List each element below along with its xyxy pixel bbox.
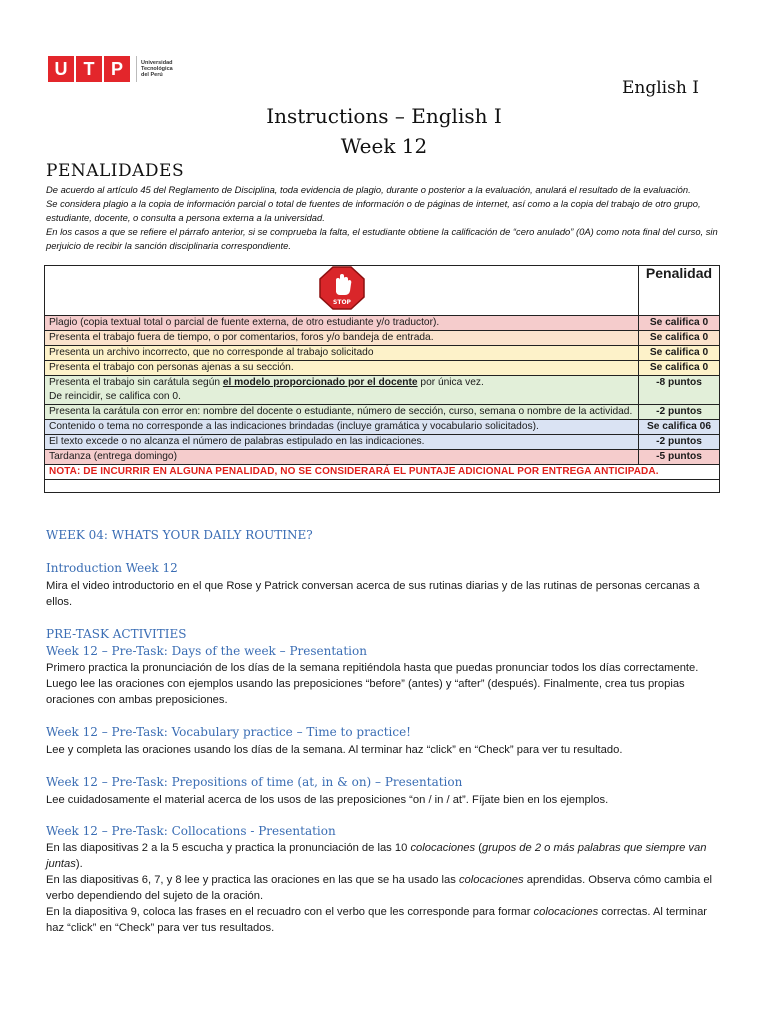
collocations-paragraph-3: En la diapositiva 9, coloca las frases en el recuadro con el verbo que les corresponde para formar colocaciones correctas. Al terminar haz “click” en “Check” para ver tus resultados.: [46, 906, 708, 934]
penalty-note: NOTA: DE INCURRIR EN ALGUNA PENALIDAD, NO SE CONSIDERARÁ EL PUNTAJE ADICIONAL POR ENTREGA ANTICIPADA.: [45, 465, 720, 480]
penalty-row: [45, 450, 720, 465]
week-title: WEEK 04: WHATS YOUR DAILY ROUTINE?: [46, 528, 313, 542]
collocations-paragraph-2: En las diapositivas 6, 7, y 8 lee y practica las oraciones en las que se ha usado las colocaciones aprendidas. Observa cómo cambia el verbo dependiendo del sujeto de la oración.: [46, 874, 713, 902]
penalty-row-text: Contenido o tema no corresponde a las indicaciones brindadas (incluye gramática y vocabulario solicitados).: [45, 420, 639, 435]
penalty-row-value: -8 puntos: [639, 376, 720, 405]
collocations-paragraph-1: En las diapositivas 2 a la 5 escucha y practica la pronunciación de las 10 colocaciones (grupos de 2 o más palabras que siempre van juntas).: [46, 842, 707, 870]
penalty-row-value: -2 puntos: [639, 405, 720, 420]
vocab-text: Lee y completa las oraciones usando los días de la semana. Al terminar haz “click” en “Check” para ver tu resultado.: [46, 744, 623, 756]
penalty-row: [45, 435, 720, 450]
collocations-title[interactable]: Week 12 – Pre-Task: Collocations - Presentation: [46, 824, 336, 838]
penalty-row: [45, 316, 720, 331]
prepositions-title[interactable]: Week 12 – Pre-Task: Prepositions of time (at, in & on) – Presentation: [46, 775, 463, 789]
penalties-paragraph-3: En los casos a que se refiere el párrafo anterior, si se comprueba la falta, el estudiante obtiene la calificación de “cero anulado” (0A) como nota final del curso, sin perjuicio de recibir la sanción disciplinaria correspondiente.: [46, 226, 718, 251]
penalty-row-text: Presenta el trabajo sin carátula según el modelo proporcionado por el docente por única vez. De reincidir, se califica con 0.: [45, 376, 639, 405]
penalty-row-text: Presenta un archivo incorrecto, que no corresponde al trabajo solicitado: [45, 346, 639, 361]
penalty-row-text: Plagio (copia textual total o parcial de fuente externa, de otro estudiante y/o traductor).: [45, 316, 639, 331]
penalties-paragraph-1: De acuerdo al artículo 45 del Reglamento de Disciplina, toda evidencia de plagio, durante o posterior a la evaluación, anulará el resultado de la evaluación.: [46, 184, 691, 195]
penalty-row-text: Tardanza (entrega domingo): [45, 450, 639, 465]
penalty-row-text: Presenta la carátula con error en: nombre del docente o estudiante, número de sección, curso, semana o nombre de la actividad.: [45, 405, 639, 420]
penalty-row-text: Presenta el trabajo con personas ajenas a su sección.: [45, 361, 639, 376]
days-title[interactable]: Week 12 – Pre-Task: Days of the week – Presentation: [46, 644, 367, 658]
penalty-column-header: Penalidad: [639, 266, 720, 316]
penalties-table: [44, 265, 720, 493]
vocab-title[interactable]: Week 12 – Pre-Task: Vocabulary practice – Time to practice!: [46, 725, 411, 739]
document-title: Instructions – English I: [266, 104, 502, 128]
penalty-row-text: El texto excede o no alcanza el número de palabras estipulado en las indicaciones.: [45, 435, 639, 450]
penalty-row-value: Se califica 0: [639, 316, 720, 331]
penalty-row: [45, 361, 720, 376]
penalty-note-row: [45, 465, 720, 480]
intro-text: Mira el video introductorio en el que Rose y Patrick conversan acerca de sus rutinas diarias y de las rutinas de personas cercanas a ellos.: [46, 580, 700, 608]
logo-university-name: Universidad Tecnológica del Perú: [141, 60, 173, 78]
penalty-row-value: Se califica 0: [639, 331, 720, 346]
utp-logo: [48, 56, 173, 82]
prepositions-text: Lee cuidadosamente el material acerca de los usos de las preposiciones “on / in / at”. Fíjate bien en los ejemplos.: [46, 794, 609, 806]
stop-sign-text: STOP: [332, 299, 351, 306]
penalty-row: [45, 405, 720, 420]
penalty-row-value: Se califica 06: [639, 420, 720, 435]
days-text: Primero practica la pronunciación de los días de la semana repitiéndola hasta que puedas pronunciar todos los días correctamente. Luego lee las oraciones con ejemplos usando las preposiciones “before” (antes) y “after” (después). Finalmente, crea tus propias oraciones con ambas preposiciones.: [46, 662, 699, 706]
logo-letter-p: P: [104, 56, 130, 82]
logo-letter-u: U: [48, 56, 74, 82]
penalty-row-text: Presenta el trabajo fuera de tiempo, o por comentarios, foros y/o bandeja de entrada.: [45, 331, 639, 346]
penalty-row-value: Se califica 0: [639, 361, 720, 376]
logo-letter-t: T: [76, 56, 102, 82]
penalty-row-value: -5 puntos: [639, 450, 720, 465]
penalty-row: [45, 331, 720, 346]
penalties-table-header: [45, 266, 720, 316]
cover-model-link[interactable]: el modelo proporcionado por el docente: [222, 377, 418, 388]
logo-divider: [136, 56, 137, 82]
penalty-row-value: Se califica 0: [639, 346, 720, 361]
penalty-row: [45, 420, 720, 435]
pretask-heading: PRE-TASK ACTIVITIES: [46, 627, 187, 641]
penalty-row: [45, 346, 720, 361]
course-label: English I: [622, 78, 699, 98]
intro-title[interactable]: Introduction Week 12: [46, 561, 178, 575]
penalty-blank-row: [45, 480, 720, 493]
penalty-row: [45, 376, 720, 405]
stop-sign-cell: [45, 266, 639, 316]
document-week: Week 12: [340, 134, 428, 158]
penalty-row-value: -2 puntos: [639, 435, 720, 450]
penalties-heading: PENALIDADES: [46, 161, 185, 181]
penalties-paragraph-2: Se considera plagio a la copia de información parcial o total de fuentes de información o de páginas de internet, así como a la copia del trabajo de otro grupo, estudiante, docente, o consulta a persona externa a la universidad.: [46, 198, 701, 223]
stop-sign-icon: [319, 266, 365, 310]
